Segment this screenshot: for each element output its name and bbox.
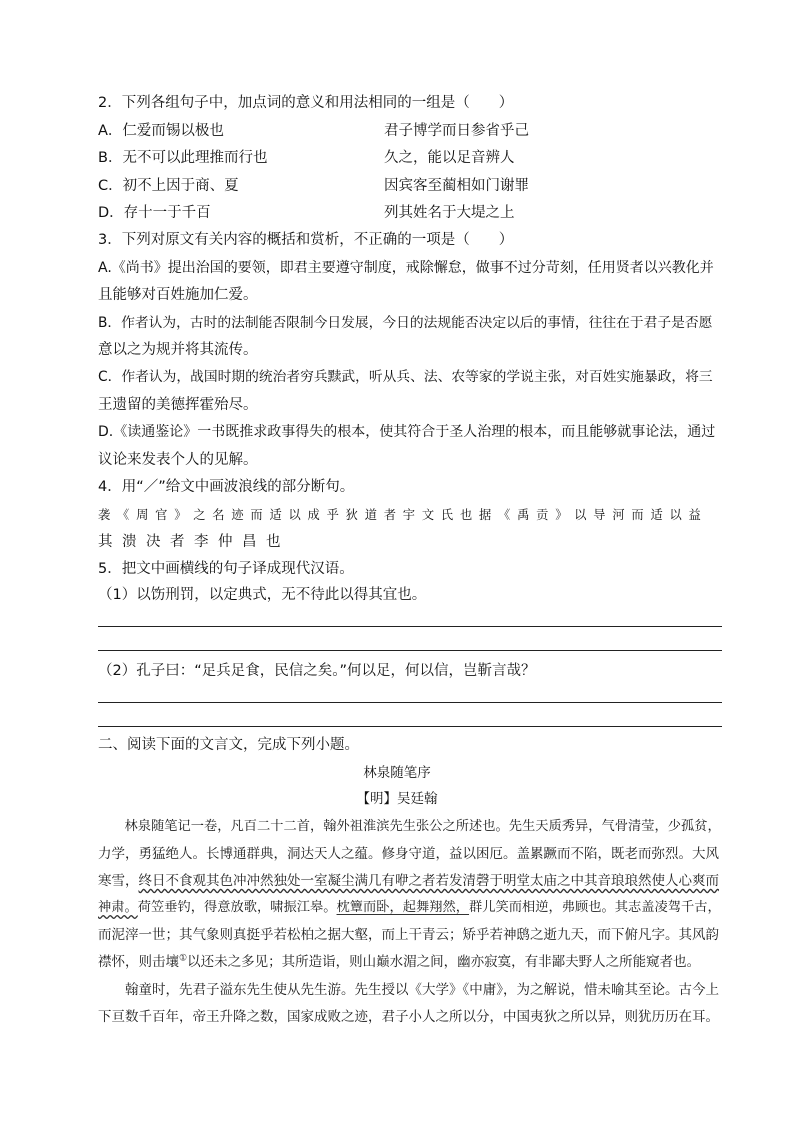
passage-p1-line6: 襟怀，则击壤①以还未之多见；其所造诣，则山巅水湄之间，幽亦寂寞，有非鄙夫野人之所能窥者也。: [98, 953, 701, 970]
q2-option-d: [98, 203, 722, 223]
passage-p1-line2: 力学，勇猛绝人。长博通群典，洞达天人之蕴。修身守道，益以困厄。盖累蹶而不陷，既老而弥烈。大风: [98, 846, 719, 862]
passage-p1-line5: 而泥滓一世；其气象则真挺乎若松柏之据大壑，而上干青云；矫乎若神鸱之逝九天，而下俯凡字。其风韵: [98, 927, 719, 943]
q5-answer-line-2b[interactable]: [98, 726, 722, 727]
q5-sentence-2: （2）孔子曰：“足兵足食，民信之矣。”何以足，何以信，岂靳言哉？: [98, 663, 536, 679]
q4-passage-line2: 其溃决者李仲昌也: [98, 534, 290, 550]
q4-stem: 4．用“／”给文中画波浪线的部分断句。: [98, 479, 355, 495]
q3-option-c-line2: 王遗留的美德挥霍殆尽。: [98, 397, 258, 413]
passage-title: 林泉随笔序: [363, 765, 431, 781]
q5-answer-line-2a[interactable]: [98, 702, 722, 703]
straight-underlined-text: 枕簟而卧，起舞翔然，: [336, 900, 470, 915]
passage-p2-line1: 翰童时，先君子溢东先生使从先生游。先生授以《大学》《中庸》，为之解说，惜未喻其至论。古今上: [125, 982, 719, 998]
q3-option-a-line1: A.《尚书》提出治国的要领，即君主要遵守制度，戒除懈怠，做事不过分苛刻，任用贤者以兴教化并: [98, 260, 714, 276]
passage-p1-line4: 神肃。荷笠垂钓，得意放歌，啸振江皋。枕簟而卧，起舞翔然，群儿笑而相逆，弗顾也。其志盖凌驾千古，: [98, 900, 721, 915]
wavy-underlined-text: 终日不食观其色冲冲然独处一室凝尘满几有咿之者若发清磬于明堂太庙之中其音琅琅然使人心爽而: [138, 873, 719, 889]
q2-option-c-right: 因宾客至蔺相如门谢罪: [384, 178, 529, 194]
section2-heading: 二、阅读下面的文言文，完成下列小题。: [98, 737, 359, 753]
q3-stem: 3．下列对原文有关内容的概括和赏析，不正确的一项是（ ）: [98, 232, 514, 248]
q2-option-d-left: D．存十一于千百: [98, 205, 211, 221]
q2-stem: 2．下列各组句子中，加点词的意义和用法相同的一组是（ ）: [98, 95, 514, 111]
q2-option-a: [98, 121, 722, 141]
q5-sentence-1: （1）以饬刑罚，以定典式，无不待此以得其宜也。: [98, 587, 427, 603]
q2-option-c-left: C．初不上因于商、夏: [98, 178, 239, 194]
q2-option-d-right: 列其姓名于大堤之上: [384, 205, 515, 221]
q3-option-b-line2: 意以之为规并将其流传。: [98, 342, 258, 358]
q5-answer-line-1a[interactable]: [98, 626, 722, 627]
q3-option-b-line1: B．作者认为，古时的法制能否限制今日发展，今日的法规能否决定以后的事情，往往在于君子是否愿: [98, 315, 713, 331]
q3-option-a-line2: 且能够对百姓施加仁爱。: [98, 287, 258, 303]
q2-option-b-right: 久之，能以足音辨人: [384, 150, 515, 166]
q3-option-c-line1: C．作者认为，战国时期的统治者穷兵黩武，听从兵、法、农等家的学说主张，对百姓实施暴政，将三: [98, 369, 713, 385]
q4-passage-line1: 袭《周官》之名迹而适以成乎狄道者宇文氏也据《禹贡》以导河而适以益: [98, 508, 708, 522]
q2-option-a-left: A．仁爱而锡以极也: [98, 123, 224, 139]
q3-option-d-line1: D.《读通鉴论》一书既推求政事得失的根本，使其符合于圣人治理的根本，而且能够就事论法，通过: [98, 424, 716, 440]
passage-p1-line1: 林泉随笔记一卷，凡百二十二首，翰外祖淮滨先生张公之所述也。先生天质秀异，气骨清莹，少孤贫，: [124, 819, 721, 834]
q2-option-b-left: B．无不可以此理推而行也: [98, 150, 268, 166]
passage-p1-line3: 寒雪，终日不食观其色冲冲然独处一室凝尘满几有咿之者若发清磬于明堂太庙之中其音琅琅然使人心爽而: [98, 873, 719, 889]
passage-author: 【明】吴廷翰: [356, 791, 438, 807]
wavy-underlined-text-cont: 神肃。: [98, 900, 138, 915]
q5-stem: 5．把文中画横线的句子译成现代汉语。: [98, 561, 354, 577]
q2-option-a-right: 君子博学而日参省乎己: [384, 123, 529, 139]
passage-p2-line2: 下亘数千百年，帝王升降之数，国家成败之迹，君子小人之所以分，中国夷狄之所以异，则犹历历在耳。: [98, 1009, 719, 1025]
q2-option-c: [98, 176, 722, 196]
q3-option-d-line2: 议论来发表个人的见解。: [98, 452, 258, 468]
footnote-marker[interactable]: ①: [179, 953, 188, 964]
q2-option-b: [98, 148, 722, 168]
q5-answer-line-1b[interactable]: [98, 650, 722, 651]
